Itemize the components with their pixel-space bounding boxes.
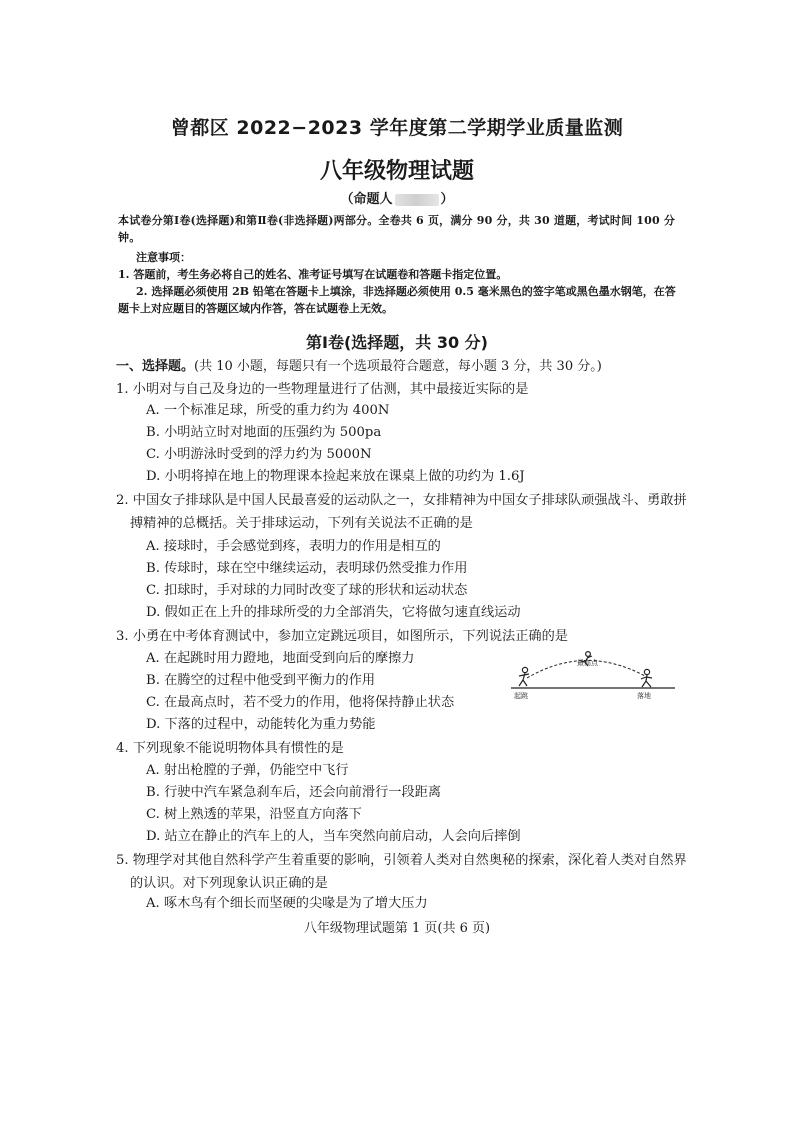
start-label: 起跳 [514, 692, 528, 700]
question-2-option-c: C. 扣球时，手对球的力同时改变了球的形状和运动状态 [146, 583, 468, 598]
question-5-option-a: A. 啄木鸟有个细长而坚硬的尖喙是为了增大压力 [146, 896, 428, 911]
question-2-option-d: D. 假如正在上升的排球所受的力全部消失，它将做匀速直线运动 [146, 605, 521, 620]
question-1-option-d: D. 小明将掉在地上的物理课本捡起来放在课桌上做的功约为 1.6J [146, 469, 525, 484]
peak-label: 最高点 [577, 659, 598, 667]
question-3-option-c: C. 在最高点时，若不受力的作用，他将保持静止状态 [146, 695, 455, 710]
section-title: 第Ⅰ卷(选择题，共 30 分) [306, 333, 488, 352]
exam-intro: 本试卷分第Ⅰ卷(选择题)和第Ⅱ卷(非选择题)两部分。全卷共 6 页，满分 90 分，共 30 道题，考试时间 100 分钟。 [118, 214, 676, 244]
section-heading [116, 358, 706, 376]
question-3-option-a: A. 在起跳时用力蹬地，地面受到向后的摩擦力 [146, 651, 415, 666]
setter-open: （命题人 [340, 192, 393, 207]
question-2-stem-text: 2. 中国女子排球队是中国人民最喜爱的运动队之一，女排精神为中国女子排球队顽强战斗、勇敢拼搏精神的总概括。关于排球运动，下列有关说法不正确的是 [116, 493, 687, 531]
exam-subtitle: 八年级物理试题 [319, 159, 474, 184]
question-4-option-a: A. 射出枪膛的子弹，仍能空中飞行 [146, 763, 349, 778]
question-2-option-a: A. 接球时，手会感觉到疼，表明力的作用是相互的 [146, 539, 441, 554]
question-4-option-d: D. 站立在静止的汽车上的人，当车突然向前启动，人会向后摔倒 [146, 829, 521, 844]
question-5-stem [116, 849, 691, 895]
question-4-option-b: B. 行驶中汽车紧急刹车后，还会向前滑行一段距离 [146, 785, 442, 800]
jumper-landing-icon [641, 669, 652, 687]
landing-label: 落地 [637, 692, 651, 700]
notes-title: 注意事项： [136, 251, 191, 264]
question-4-stem: 4. 下列现象不能说明物体具有惯性的是 [116, 741, 344, 756]
question-2-option-b: B. 传球时，球在空中继续运动，表明球仍然受推力作用 [146, 561, 468, 576]
jumper-start-icon [519, 667, 529, 686]
exam-title: 曾都区 2022−2023 学年度第二学期学业质量监测 [170, 117, 624, 139]
question-2-stem [116, 489, 691, 535]
question-3-stem: 3. 小勇在中考体育测试中，参加立定跳远项目，如图所示，下列说法正确的是 [116, 629, 568, 644]
question-1-option-a: A. 一个标准足球，所受的重力约为 400N [146, 403, 390, 418]
note-item-2: 2. 选择题必须使用 2B 铅笔在答题卡上填涂，非选择题必须使用 0.5 毫米黑色的签字笔或黑色墨水钢笔，在答题卡上对应题目的答题区域内作答，答在试题卷上无效。 [118, 285, 676, 315]
redacted-name [395, 194, 439, 206]
question-setter [0, 188, 794, 207]
setter-close: ） [440, 192, 454, 207]
section-heading-bold: 一、选择题。 [116, 359, 195, 374]
question-3-option-b: B. 在腾空的过程中他受到平衡力的作用 [146, 673, 376, 688]
section-heading-rest: (共 10 小题，每题只有一个选项最符合题意，每小题 3 分，共 30 分。) [194, 359, 602, 374]
question-3-option-d: D. 下落的过程中，动能转化为重力势能 [146, 717, 376, 732]
question-5-stem-text: 5. 物理学对其他自然科学产生着重要的影响，引领着人类对自然奥秘的探索，深化着人类对自然界的认识。对下列现象认识正确的是 [116, 853, 687, 891]
question-4-option-c: C. 树上熟透的苹果，沿竖直方向落下 [146, 807, 362, 822]
question-1-option-c: C. 小明游泳时受到的浮力约为 5000N [146, 447, 372, 462]
question-1-option-b: B. 小明站立时对地面的压强约为 500pa [146, 425, 382, 440]
standing-jump-figure [505, 648, 685, 700]
note-item-1: 1. 答题前，考生务必将自己的姓名、准考证号填写在试题卷和答题卡指定位置。 [118, 268, 508, 281]
question-1-stem: 1. 小明对与自己及身边的一些物理量进行了估测，其中最接近实际的是 [116, 382, 529, 397]
page-footer: 八年级物理试题第 1 页(共 6 页) [303, 921, 491, 936]
